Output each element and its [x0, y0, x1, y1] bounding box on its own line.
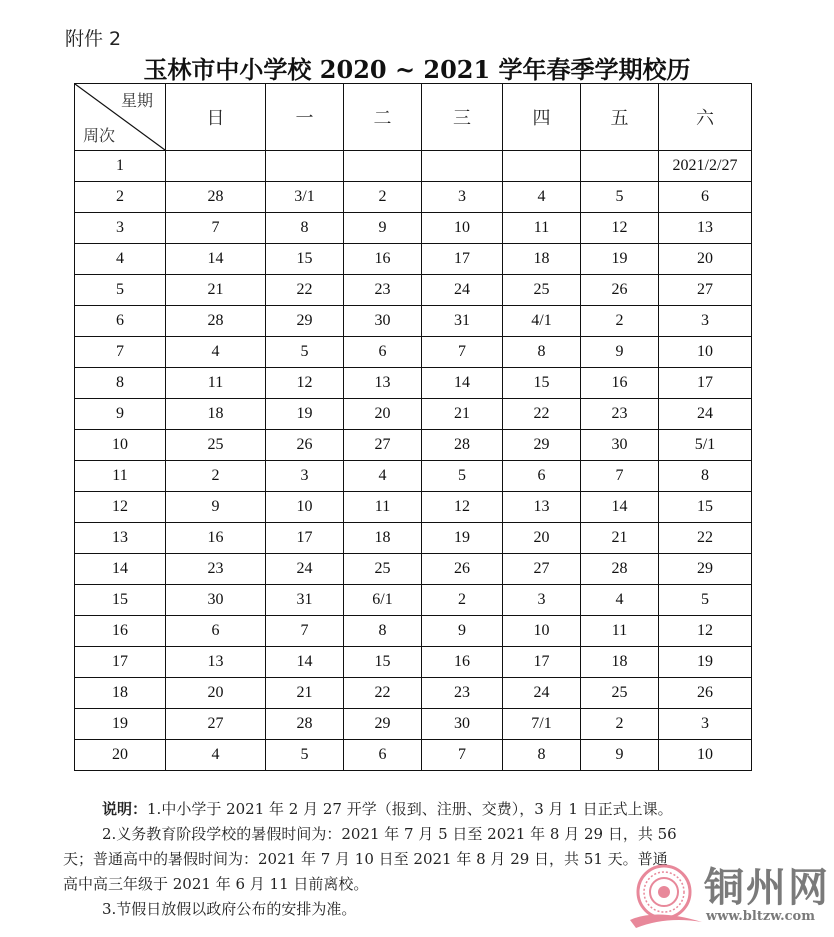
day-header-tue: 二: [344, 84, 422, 151]
table-row: [75, 647, 752, 678]
site-watermark: [626, 862, 831, 932]
date-cell: 8: [503, 740, 581, 771]
date-cell: 8: [659, 461, 752, 492]
notes-label: 说明：: [102, 800, 148, 818]
date-cell: 15: [503, 368, 581, 399]
note-item-1: 说明：1.中小学于 2021 年 2 月 27 开学（报到、注册、交费），3 月 1 日正式上课。: [102, 800, 673, 818]
date-cell: 30: [422, 709, 503, 740]
date-cell: 10: [659, 337, 752, 368]
date-cell: 3: [659, 306, 752, 337]
date-cell: 30: [581, 430, 659, 461]
date-cell: 3: [266, 461, 344, 492]
weekday-axis-label: 星期: [120, 91, 153, 110]
date-cell: 2: [581, 306, 659, 337]
date-cell: 19: [266, 399, 344, 430]
date-cell: 26: [266, 430, 344, 461]
date-cell: 2: [581, 709, 659, 740]
date-cell: 20: [659, 244, 752, 275]
date-cell: 5: [266, 740, 344, 771]
date-cell: 4: [344, 461, 422, 492]
date-cell: 18: [344, 523, 422, 554]
table-row: [75, 616, 752, 647]
table-row: [75, 461, 752, 492]
table-row: [75, 492, 752, 523]
table-row: [75, 740, 752, 771]
date-cell: 3: [503, 585, 581, 616]
date-cell: 9: [581, 740, 659, 771]
day-header-sat: 六: [659, 84, 752, 151]
date-cell: 28: [422, 430, 503, 461]
date-cell: 7: [422, 337, 503, 368]
date-cell: 2: [344, 182, 422, 213]
date-cell: 7: [166, 213, 266, 244]
date-cell: 20: [344, 399, 422, 430]
week-number-cell: 12: [75, 492, 166, 523]
date-cell: 7/1: [503, 709, 581, 740]
date-cell: 24: [503, 678, 581, 709]
corner-header-cell: [75, 84, 166, 151]
date-cell: 23: [581, 399, 659, 430]
date-cell: 6: [659, 182, 752, 213]
week-number-cell: 18: [75, 678, 166, 709]
date-cell: 13: [344, 368, 422, 399]
date-cell: [166, 151, 266, 182]
date-cell: 9: [344, 213, 422, 244]
week-number-cell: 17: [75, 647, 166, 678]
date-cell: 9: [581, 337, 659, 368]
table-row: [75, 678, 752, 709]
date-cell: 23: [344, 275, 422, 306]
date-cell: 22: [659, 523, 752, 554]
date-cell: 10: [659, 740, 752, 771]
note-item-3: 3.节假日放假以政府公布的安排为准。: [102, 900, 357, 918]
date-cell: 28: [166, 306, 266, 337]
date-cell: 2: [166, 461, 266, 492]
date-cell: 17: [503, 647, 581, 678]
table-row: [75, 709, 752, 740]
date-cell: 25: [503, 275, 581, 306]
date-cell: 26: [422, 554, 503, 585]
date-cell: 22: [266, 275, 344, 306]
date-cell: 8: [344, 616, 422, 647]
date-cell: 22: [503, 399, 581, 430]
day-header-mon: 一: [266, 84, 344, 151]
week-number-cell: 8: [75, 368, 166, 399]
watermark-site-name: 铜州网: [704, 864, 830, 911]
week-number-cell: 20: [75, 740, 166, 771]
date-cell: 27: [659, 275, 752, 306]
date-cell: 2021/2/27: [659, 151, 752, 182]
date-cell: 7: [581, 461, 659, 492]
table-row: [75, 585, 752, 616]
date-cell: 10: [266, 492, 344, 523]
date-cell: 25: [166, 430, 266, 461]
date-cell: [422, 151, 503, 182]
date-cell: 30: [344, 306, 422, 337]
date-cell: 16: [422, 647, 503, 678]
date-cell: 21: [422, 399, 503, 430]
table-row: [75, 213, 752, 244]
date-cell: 9: [422, 616, 503, 647]
date-cell: 12: [266, 368, 344, 399]
date-cell: 24: [266, 554, 344, 585]
date-cell: [344, 151, 422, 182]
note-item-2-line-1: 2.义务教育阶段学校的暑假时间为：2021 年 7 月 5 日至 2021 年 8 月 29 日，共 56: [102, 825, 677, 843]
week-number-cell: 10: [75, 430, 166, 461]
date-cell: 6: [344, 740, 422, 771]
week-number-cell: 15: [75, 585, 166, 616]
date-cell: 8: [503, 337, 581, 368]
week-number-cell: 13: [75, 523, 166, 554]
date-cell: 16: [166, 523, 266, 554]
date-cell: 23: [166, 554, 266, 585]
date-cell: 4: [166, 740, 266, 771]
date-cell: 12: [581, 213, 659, 244]
date-cell: 21: [166, 275, 266, 306]
date-cell: 26: [659, 678, 752, 709]
date-cell: 14: [166, 244, 266, 275]
date-cell: 17: [659, 368, 752, 399]
week-number-cell: 7: [75, 337, 166, 368]
day-header-sun: 日: [166, 84, 266, 151]
week-number-cell: 14: [75, 554, 166, 585]
date-cell: 26: [581, 275, 659, 306]
date-cell: 5/1: [659, 430, 752, 461]
date-cell: 13: [166, 647, 266, 678]
date-cell: 5: [581, 182, 659, 213]
date-cell: 15: [266, 244, 344, 275]
week-number-cell: 9: [75, 399, 166, 430]
date-cell: 28: [266, 709, 344, 740]
date-cell: 28: [581, 554, 659, 585]
watermark-url: www.bltzw.com: [706, 909, 815, 924]
table-row: [75, 182, 752, 213]
date-cell: 2: [422, 585, 503, 616]
date-cell: 20: [503, 523, 581, 554]
table-row: [75, 337, 752, 368]
day-header-fri: 五: [581, 84, 659, 151]
date-cell: 11: [503, 213, 581, 244]
date-cell: 4/1: [503, 306, 581, 337]
date-cell: 3/1: [266, 182, 344, 213]
date-cell: 3: [659, 709, 752, 740]
date-cell: 31: [266, 585, 344, 616]
date-cell: 10: [503, 616, 581, 647]
date-cell: 21: [266, 678, 344, 709]
date-cell: 10: [422, 213, 503, 244]
date-cell: 11: [166, 368, 266, 399]
date-cell: 23: [422, 678, 503, 709]
table-row: [75, 306, 752, 337]
date-cell: 8: [266, 213, 344, 244]
date-cell: 4: [581, 585, 659, 616]
week-number-axis-label: 周次: [83, 126, 116, 145]
date-cell: 4: [166, 337, 266, 368]
week-number-cell: 19: [75, 709, 166, 740]
note-item-2-line-3: 高中高三年级于 2021 年 6 月 11 日前离校。: [63, 875, 369, 893]
date-cell: 27: [503, 554, 581, 585]
date-cell: 5: [659, 585, 752, 616]
date-cell: 11: [581, 616, 659, 647]
week-number-cell: 3: [75, 213, 166, 244]
date-cell: 13: [503, 492, 581, 523]
date-cell: [266, 151, 344, 182]
date-cell: 24: [659, 399, 752, 430]
date-cell: 6: [344, 337, 422, 368]
attachment-label: 附件 2: [65, 28, 122, 50]
table-header-row: [75, 84, 752, 151]
date-cell: 14: [422, 368, 503, 399]
date-cell: 24: [422, 275, 503, 306]
date-cell: 12: [659, 616, 752, 647]
date-cell: 28: [166, 182, 266, 213]
date-cell: 18: [503, 244, 581, 275]
date-cell: 6/1: [344, 585, 422, 616]
date-cell: 15: [344, 647, 422, 678]
table-row: [75, 368, 752, 399]
calendar-body: [75, 151, 752, 771]
table-row: [75, 244, 752, 275]
date-cell: 13: [659, 213, 752, 244]
week-number-cell: 1: [75, 151, 166, 182]
table-row: [75, 523, 752, 554]
date-cell: 5: [422, 461, 503, 492]
day-header-wed: 三: [422, 84, 503, 151]
date-cell: 7: [266, 616, 344, 647]
table-row: [75, 151, 752, 182]
date-cell: 6: [166, 616, 266, 647]
date-cell: 25: [581, 678, 659, 709]
week-number-cell: 5: [75, 275, 166, 306]
table-row: [75, 430, 752, 461]
date-cell: 18: [581, 647, 659, 678]
table-row: [75, 275, 752, 306]
date-cell: 5: [266, 337, 344, 368]
date-cell: 29: [266, 306, 344, 337]
date-cell: 19: [581, 244, 659, 275]
date-cell: 16: [581, 368, 659, 399]
date-cell: 15: [659, 492, 752, 523]
page-title: 玉林市中小学校 2020 ~ 2021 学年春季学期校历: [143, 55, 691, 84]
date-cell: 18: [166, 399, 266, 430]
date-cell: 9: [166, 492, 266, 523]
date-cell: 19: [659, 647, 752, 678]
school-calendar-table: [74, 83, 752, 771]
date-cell: 4: [503, 182, 581, 213]
date-cell: 29: [659, 554, 752, 585]
table-row: [75, 554, 752, 585]
week-number-cell: 11: [75, 461, 166, 492]
date-cell: [581, 151, 659, 182]
date-cell: 29: [503, 430, 581, 461]
day-header-thu: 四: [503, 84, 581, 151]
date-cell: 30: [166, 585, 266, 616]
date-cell: 12: [422, 492, 503, 523]
date-cell: 14: [266, 647, 344, 678]
date-cell: 25: [344, 554, 422, 585]
week-number-cell: 4: [75, 244, 166, 275]
date-cell: 22: [344, 678, 422, 709]
date-cell: 3: [422, 182, 503, 213]
date-cell: 27: [166, 709, 266, 740]
date-cell: 14: [581, 492, 659, 523]
date-cell: 6: [503, 461, 581, 492]
date-cell: 20: [166, 678, 266, 709]
date-cell: 7: [422, 740, 503, 771]
date-cell: 31: [422, 306, 503, 337]
date-cell: 29: [344, 709, 422, 740]
note-item-2-line-2: 天；普通高中的暑假时间为：2021 年 7 月 10 日至 2021 年 8 月 29 日，共 51 天。普通: [63, 850, 668, 868]
week-number-cell: 16: [75, 616, 166, 647]
date-cell: 16: [344, 244, 422, 275]
date-cell: [503, 151, 581, 182]
date-cell: 27: [344, 430, 422, 461]
watermark-logo-icon: [626, 862, 706, 932]
date-cell: 11: [344, 492, 422, 523]
date-cell: 17: [422, 244, 503, 275]
week-number-cell: 2: [75, 182, 166, 213]
date-cell: 19: [422, 523, 503, 554]
week-number-cell: 6: [75, 306, 166, 337]
table-row: [75, 399, 752, 430]
date-cell: 21: [581, 523, 659, 554]
date-cell: 17: [266, 523, 344, 554]
